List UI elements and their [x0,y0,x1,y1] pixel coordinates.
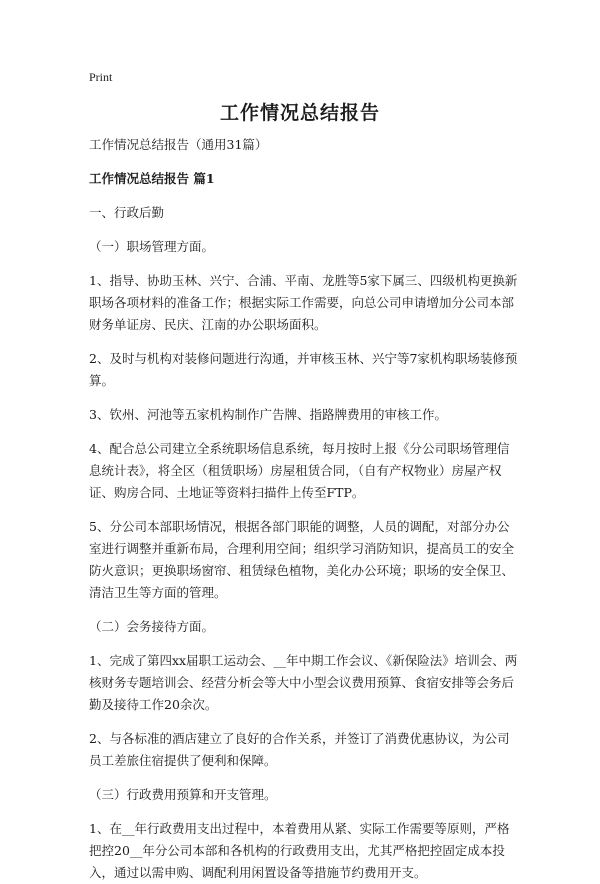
paragraph: （三）行政费用预算和开支管理。 [89,787,277,802]
paragraph: 4、配合总公司建立全系统职场信息系统，每月按时上报《分公司职场管理信息统计表》，将全区（租赁职场）房屋租赁合同，（自有产权物业）房屋产权证、购房合同、土地证等资料扫描件上传至FTP。 [89,441,510,500]
paragraph: （二）会务接待方面。 [89,619,215,634]
paragraph: 一、行政后勤 [89,205,165,220]
print-label: Print [89,70,113,84]
document-subtitle: 工作情况总结报告（通用31篇） [89,137,268,152]
paragraph: （一）职场管理方面。 [89,239,215,254]
document-body [89,134,521,884]
paragraph: 1、在__年行政费用支出过程中，本着费用从紧、实际工作需要等原则，严格把控20__年分公司本部和各机构的行政费用支出，尤其严格把控固定成本投入，通过以需申购、调配利用闲置设备等措施节约费用开支。 [89,821,510,880]
paragraph: 3、钦州、河池等五家机构制作广告牌、指路牌费用的审核工作。 [89,407,447,422]
paragraph: 2、与各标准的酒店建立了良好的合作关系，并签订了消费优惠协议，为公司员工差旅住宿提供了便利和保障。 [89,731,510,768]
section-title: 工作情况总结报告 篇1 [89,171,215,186]
document-title: 工作情况总结报告 [219,102,380,124]
paragraph: 5、分公司本部职场情况，根据各部门职能的调整，人员的调配，对部分办公室进行调整并重新布局，合理利用空间；组织学习消防知识，提高员工的安全防火意识；更换职场窗帘、租赁绿色植物，美化办公环境；职场的安全保卫、清洁卫生等方面的管理。 [89,519,515,600]
paragraph: 1、指导、协助玉林、兴宁、合浦、平南、龙胜等5家下属三、四级机构更换新职场各项材料的准备工作；根据实际工作需要，向总公司申请增加分公司本部财务单证房、民庆、江南的办公职场面积。 [89,273,518,332]
paragraph: 2、及时与机构对装修问题进行沟通，并审核玉林、兴宁等7家机构职场装修预算。 [89,351,518,388]
paragraph: 1、完成了第四xx届职工运动会、__年中期工作会议、《新保险法》培训会、两核财务专题培训会、经营分析会等大中小型会议费用预算、食宿安排等会务后勤及接待工作20余次。 [89,653,518,712]
